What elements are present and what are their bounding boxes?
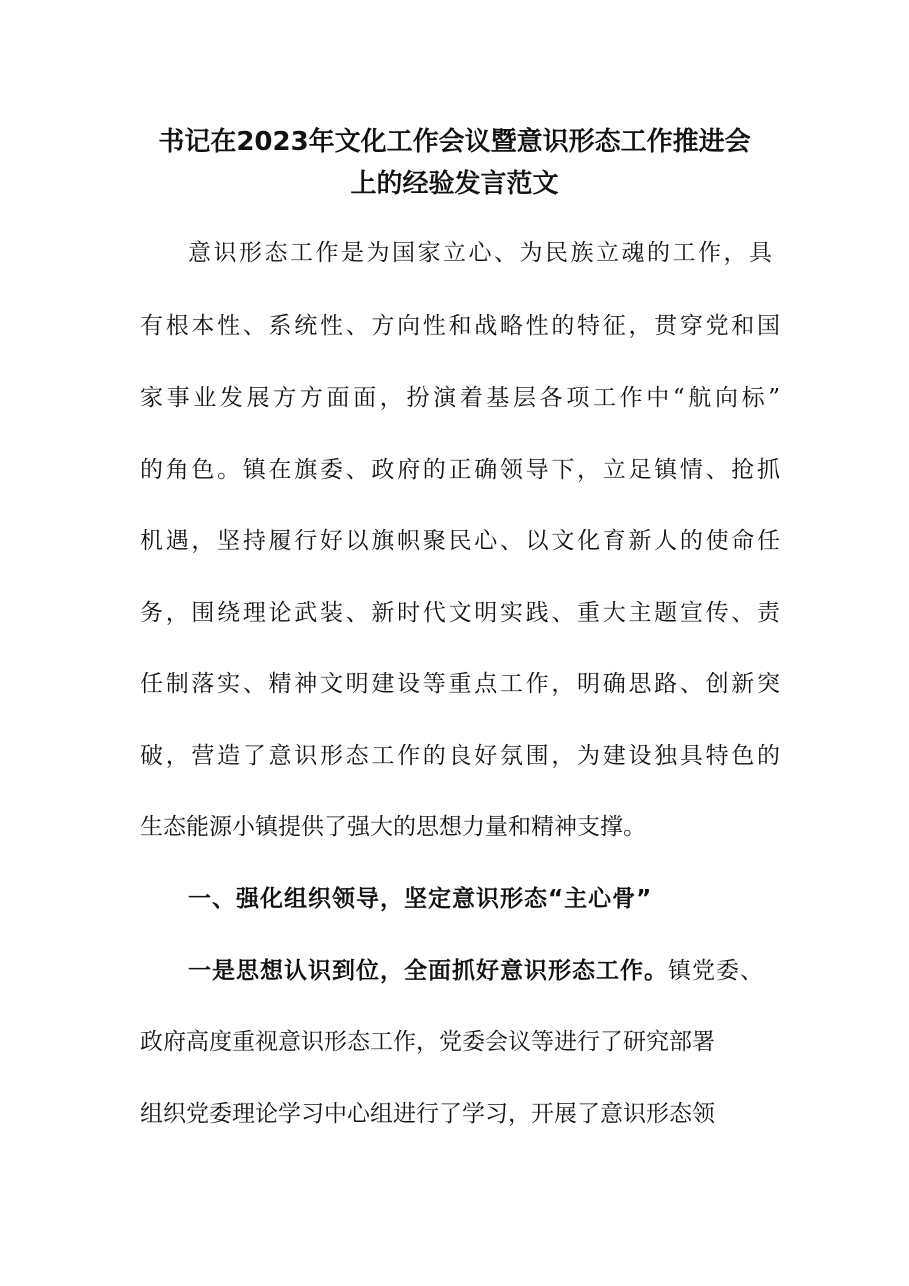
intro-line: 任制落实、精神文明建设等重点工作，明确思路、创新突: [140, 671, 780, 697]
intro-line: 生态能源小镇提供了强大的思想力量和精神支撑。: [140, 814, 646, 840]
intro-line: 的角色。镇在旗委、政府的正确领导下，立足镇情、抢抓: [140, 457, 780, 483]
paragraph-2-first-line: [188, 954, 808, 988]
paragraph-2-line: 政府高度重视意识形态工作，党委会议等进行了研究部署: [140, 1029, 715, 1055]
intro-line: 机遇，坚持履行好以旗帜聚民心、以文化育新人的使命任: [140, 528, 780, 554]
intro-line: 家事业发展方方面面，扮演着基层各项工作中“航向标”: [140, 385, 780, 411]
intro-line: 意识形态工作是为国家立心、为民族立魂的工作，具: [188, 240, 772, 266]
intro-line: 有根本性、系统性、方向性和战略性的特征，贯穿党和国: [140, 313, 780, 339]
intro-line: 务，围绕理论武装、新时代文明实践、重大主题宣传、责: [140, 600, 780, 626]
document-title-line-1: 书记在2023年文化工作会议暨意识形态工作推进会: [158, 127, 751, 157]
paragraph-2-line: 组织党委理论学习中心组进行了学习，开展了意识形态领: [140, 1101, 715, 1127]
intro-line: 破，营造了意识形态工作的良好氛围，为建设独具特色的: [140, 743, 780, 769]
paragraph-2-first-line-rest: 镇党委、: [668, 958, 764, 984]
section-heading-1: 一、强化组织领导，坚定意识形态“主心骨”: [188, 886, 653, 912]
paragraph-2-lead-sentence: 一是思想认识到位，全面抓好意识形态工作。: [188, 958, 668, 984]
document-title-line-2: 上的经验发言范文: [350, 169, 559, 199]
